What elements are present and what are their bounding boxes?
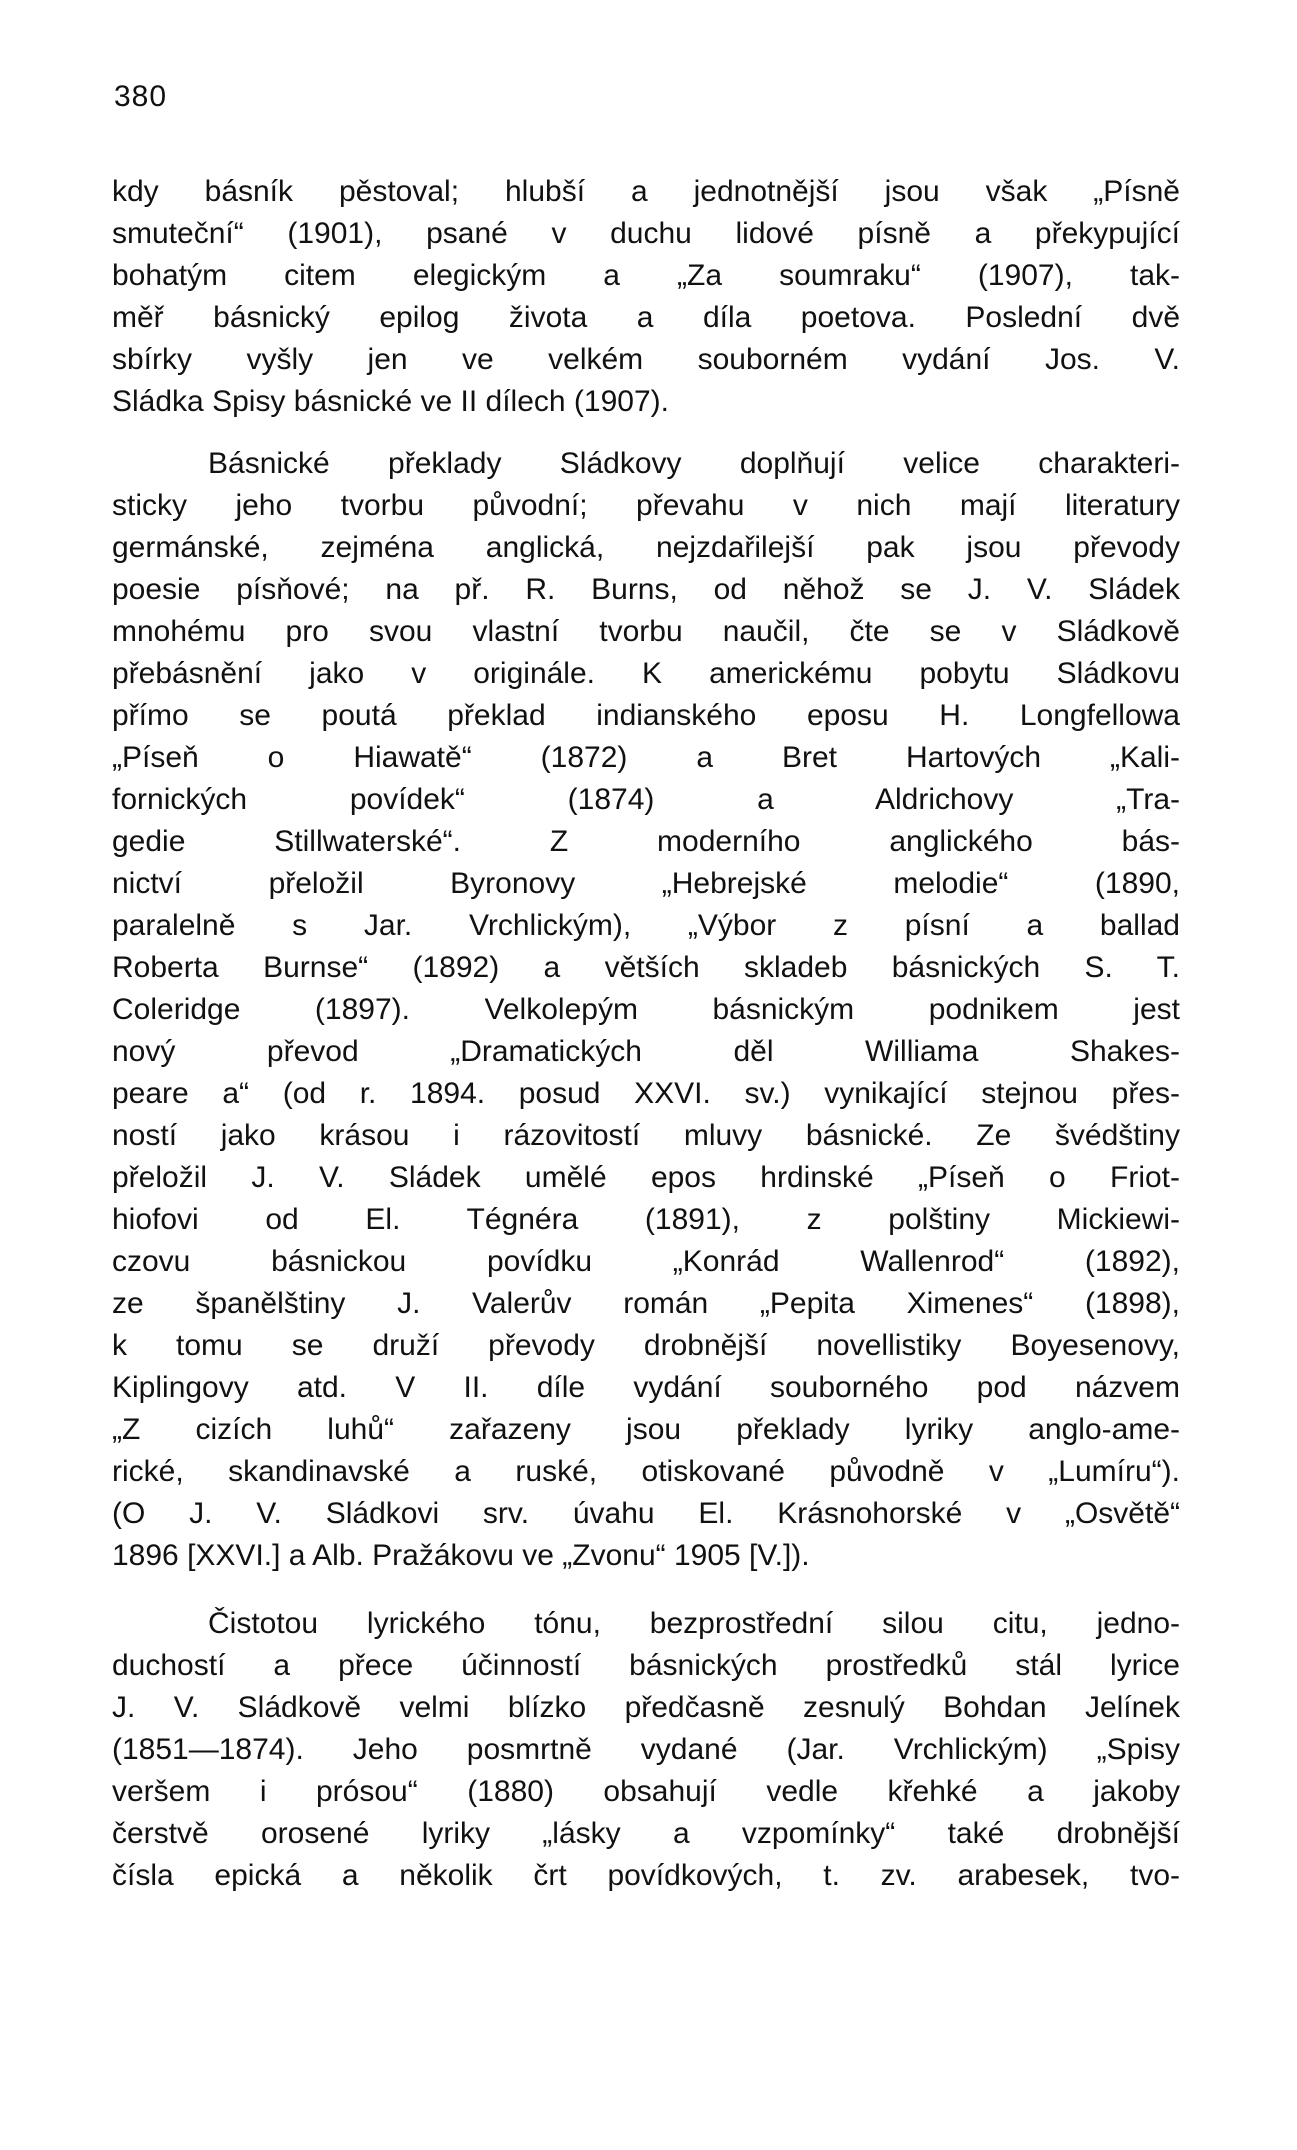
text-line: germánské, zejména anglická, nejzdařilejší pak jsou převody xyxy=(112,531,1180,564)
text-line: přeložil J. V. Sládek umělé epos hrdinské „Píseň o Friot- xyxy=(112,1161,1180,1194)
text-line: czovu básnickou povídku „Konrád Wallenrod“ (1892), xyxy=(112,1245,1180,1278)
text-line: sticky jeho tvorbu původní; převahu v nich mají literatury xyxy=(112,489,1180,522)
text-line: veršem i prósou“ (1880) obsahují vedle křehké a jakoby xyxy=(112,1775,1180,1808)
text-line: rické, skandinavské a ruské, otiskované původně v „Lumíru“). xyxy=(112,1455,1180,1488)
text-line: čerstvě orosené lyriky „lásky a vzpomínky“ také drobnější xyxy=(112,1817,1180,1850)
page-number: 380 xyxy=(114,80,168,113)
text-line: nictví přeložil Byronovy „Hebrejské melodie“ (1890, xyxy=(112,867,1180,900)
text-line: sbírky vyšly jen ve velkém souborném vydání Jos. V. xyxy=(112,343,1180,376)
text-line: čísla epická a několik črt povídkových, t. zv. arabesek, tvo- xyxy=(112,1859,1180,1892)
text-line: mnohému pro svou vlastní tvorbu naučil, čte se v Sládkově xyxy=(112,615,1180,648)
text-line: přímo se poutá překlad indianského eposu H. Longfellowa xyxy=(112,699,1180,732)
text-line: ností jako krásou i rázovitostí mluvy básnické. Ze švédštiny xyxy=(112,1119,1180,1152)
text-line: poesie písňové; na př. R. Burns, od něhož se J. V. Sládek xyxy=(112,573,1180,606)
text-line: Roberta Burnse“ (1892) a větších skladeb básnických S. T. xyxy=(112,951,1180,984)
text-line: přebásnění jako v originále. K americkému pobytu Sládkovu xyxy=(112,657,1180,690)
text-line: duchostí a přece účinností básnických prostředků stál lyrice xyxy=(112,1649,1180,1682)
text-line: Sládka Spisy básnické ve II dílech (1907). xyxy=(112,385,669,418)
text-line: peare a“ (od r. 1894. posud XXVI. sv.) vynikající stejnou přes- xyxy=(112,1077,1180,1110)
text-line: paralelně s Jar. Vrchlickým), „Výbor z písní a ballad xyxy=(112,909,1180,942)
text-line: Básnické překlady Sládkovy doplňují velice charakteri- xyxy=(208,447,1180,480)
text-line: smuteční“ (1901), psané v duchu lidové písně a překypující xyxy=(112,217,1180,250)
text-line: „Píseň o Hiawatě“ (1872) a Bret Hartových „Kali- xyxy=(112,741,1180,774)
text-line: ze španělštiny J. Valerův román „Pepita Ximenes“ (1898), xyxy=(112,1287,1180,1320)
text-line: gedie Stillwaterské“. Z moderního anglického bás- xyxy=(112,825,1180,858)
text-line: (1851—1874). Jeho posmrtně vydané (Jar. Vrchlickým) „Spisy xyxy=(112,1733,1180,1766)
text-line: měř básnický epilog života a díla poetova. Poslední dvě xyxy=(112,301,1180,334)
text-line: Čistotou lyrického tónu, bezprostřední silou citu, jedno- xyxy=(208,1607,1180,1640)
text-line: J. V. Sládkově velmi blízko předčasně zesnulý Bohdan Jelínek xyxy=(112,1691,1180,1724)
text-line: Kiplingovy atd. V II. díle vydání souborného pod názvem xyxy=(112,1371,1180,1404)
text-line: Coleridge (1897). Velkolepým básnickým podnikem jest xyxy=(112,993,1180,1026)
text-line: k tomu se druží převody drobnější novellistiky Boyesenovy, xyxy=(112,1329,1180,1362)
text-line: hiofovi od El. Tégnéra (1891), z polštiny Mickiewi- xyxy=(112,1203,1180,1236)
text-line: fornických povídek“ (1874) a Aldrichovy „Tra- xyxy=(112,783,1180,816)
text-line: „Z cizích luhů“ zařazeny jsou překlady lyriky anglo-ame- xyxy=(112,1413,1180,1446)
text-line: 1896 [XXVI.] a Alb. Pražákovu ve „Zvonu“ 1905 [V.]). xyxy=(112,1539,810,1572)
text-line: nový převod „Dramatických děl Williama Shakes- xyxy=(112,1035,1180,1068)
text-line: bohatým citem elegickým a „Za soumraku“ (1907), tak- xyxy=(112,259,1180,292)
text-line: (O J. V. Sládkovi srv. úvahu El. Krásnohorské v „Osvětě“ xyxy=(112,1497,1180,1530)
text-line: kdy básník pěstoval; hlubší a jednotnější jsou však „Písně xyxy=(112,175,1180,208)
